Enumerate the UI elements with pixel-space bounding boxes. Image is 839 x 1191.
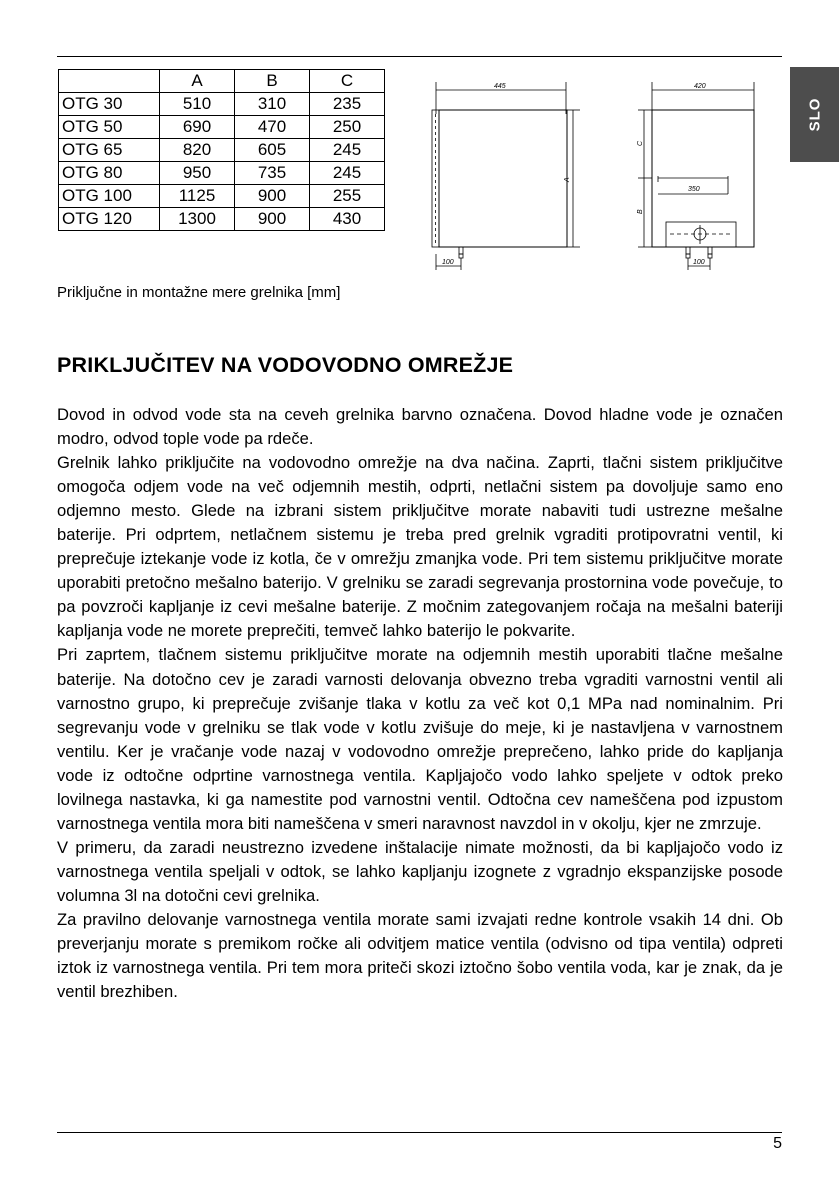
table-cell-c: 430	[310, 208, 385, 231]
table-cell-c: 255	[310, 185, 385, 208]
front-width-label: 445	[494, 83, 506, 90]
front-height-label: A	[564, 177, 571, 182]
table-cell-b: 605	[235, 139, 310, 162]
table-cell-a: 1125	[160, 185, 235, 208]
table-cell-a: 1300	[160, 208, 235, 231]
paragraph: Za pravilno delovanje varnostnega ventila morate sami izvajati redne kontrole vsakih 14 dni. Ob preverjanju morate s premikom ročke ali odvitjem matice ventila (odvisno od tipa ventila) odpreti iztok iz varnostnega ventila. Pri tem mora priteči skozi iztočno šobo ventila voda, kar je znak, da je ventil brezhiben.	[57, 909, 783, 1002]
table-cell-model: OTG 80	[59, 162, 160, 185]
table-header-cell: A	[160, 70, 235, 93]
table-header-cell: C	[310, 70, 385, 93]
top-rule	[57, 56, 782, 57]
figure-caption: Priključne in montažne mere grelnika [mm]	[57, 284, 341, 301]
table-cell-c: 245	[310, 162, 385, 185]
table-cell-c: 245	[310, 139, 385, 162]
language-tab	[790, 67, 839, 162]
table-cell-b: 900	[235, 208, 310, 231]
table-cell-model: OTG 30	[59, 93, 160, 116]
table-cell-model: OTG 100	[59, 185, 160, 208]
table-cell-model: OTG 50	[59, 116, 160, 139]
paragraph: Pri zaprtem, tlačnem sistemu priključitve morate na odjemnih mestih uporabiti tlačne mešalne baterije. Na dotočno cev je zaradi varnosti delovanja obvezno treba vgraditi varnostni ventil ali varnostno grupo, ki preprečuje zvišanje tlaka v kotlu za več kot 0,1 MPa nad nominalnim. Pri segrevanju vode v grelniku se tlak vode v kotlu zvišuje do meje, ki je nastavljena v varnostnem ventilu. Ker je vračanje vode nazaj v vodovodno omrežje preprečeno, lahko pride do kapljanja vode iz odtočne odprtine varnostnega ventila. Kapljajočo vodo lahko speljete v odtok preko lovilnega nastavka, ki ga namestite pod varnostni ventil. Odtočna cev nameščena pod izpustom varnostnega ventila mora biti nameščena v smeri naravnost navzdol in v okolju, kjer ne zmrzuje.	[57, 645, 783, 833]
paragraph: V primeru, da zaradi neustrezno izvedene inštalacije nimate možnosti, da bi kapljajočo vodo iz varnostnega ventila speljali v odtok, se lahko kapljanju izognete z vgradnjo ekspanzijske posode volumna 3l na dotočni cevi grelnika.	[57, 837, 783, 905]
paragraph: Grelnik lahko priključite na vodovodno omrežje na dva načina. Zaprti, tlačni sistem priključitve omogoča odjem vode na več odjemnih mestih, odprti, netlačni sistem pa dovoljuje samo eno odjemno mesto. Glede na izbrani sistem priključitve morate nabaviti tudi ustrezne mešalne baterije. Pri odprtem, netlačnem sistemu je treba pred grelnik vgraditi protipovratni ventil, ki preprečuje iztekanje vode iz kotla, če v omrežju zmanjka vode. Pri tem sistemu priključitve morate uporabiti pretočno mešalno baterijo. V grelniku se zaradi segrevanja prostornina vode povečuje, to pa povzroči kapljanje iz cevi mešalne baterije. Z močnim zategovanjem ročaja na mešalni bateriji kapljanja vode ne morete preprečiti, temveč lahko baterijo le pokvarite.	[57, 453, 783, 641]
table-cell-b: 900	[235, 185, 310, 208]
table-cell-c: 250	[310, 116, 385, 139]
side-view-diagram	[618, 78, 768, 278]
table-cell-a: 510	[160, 93, 235, 116]
table-header-cell: B	[235, 70, 310, 93]
table-header-cell	[59, 70, 160, 93]
table-cell-model: OTG 65	[59, 139, 160, 162]
table-row	[59, 185, 385, 208]
table-row	[59, 162, 385, 185]
body-text	[57, 403, 783, 1004]
dimensions-table	[58, 69, 385, 231]
language-tab-label: SLO	[806, 97, 823, 132]
side-c-label: C	[637, 140, 644, 146]
table-row	[59, 116, 385, 139]
table-cell-a: 950	[160, 162, 235, 185]
table-row	[59, 139, 385, 162]
front-view-diagram	[420, 78, 585, 278]
table-cell-b: 735	[235, 162, 310, 185]
side-width-label: 420	[694, 83, 706, 90]
table-row	[59, 208, 385, 231]
front-pipe-spacing-label: 100	[442, 259, 454, 266]
table-cell-b: 310	[235, 93, 310, 116]
side-b-label: B	[637, 209, 644, 214]
side-inner-width-label: 350	[688, 186, 700, 193]
bottom-rule	[57, 1132, 782, 1133]
table-cell-a: 690	[160, 116, 235, 139]
section-title: PRIKLJUČITEV NA VODOVODNO OMREŽJE	[57, 353, 514, 377]
table-cell-a: 820	[160, 139, 235, 162]
table-cell-model: OTG 120	[59, 208, 160, 231]
table-row	[59, 93, 385, 116]
table-cell-c: 235	[310, 93, 385, 116]
table-header-row	[59, 70, 385, 93]
table-cell-b: 470	[235, 116, 310, 139]
page-number: 5	[773, 1135, 782, 1152]
side-pipe-spacing-label: 100	[693, 259, 705, 266]
paragraph: Dovod in odvod vode sta na ceveh grelnika barvno označena. Dovod hladne vode je označen modro, odvod tople vode pa rdeče.	[57, 405, 783, 449]
